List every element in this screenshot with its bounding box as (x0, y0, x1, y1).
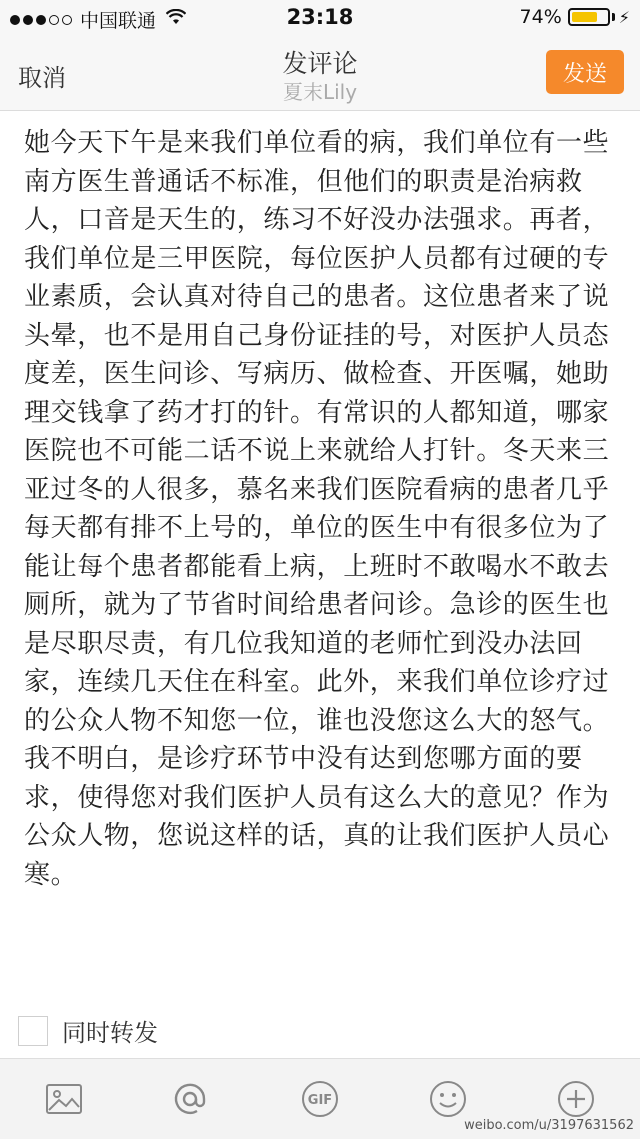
cancel-button[interactable]: 取消 (18, 64, 66, 92)
emoji-icon[interactable] (428, 1079, 468, 1119)
comment-text-area[interactable]: 她今天下午是来我们单位看的病，我们单位有一些南方医生普通话不标准，但他们的职责是治病救人，口音是天生的，练习不好没办法强求。再者，我们单位是三甲医院，每位医护人员都有过硬的专业素质，会认真对待自己的患者。这位患者来了说头晕，也不是用自己身份证挂的号，对医护人员态度差，医生问诊、写病历、做检查、开医嘱，她助理交钱拿了药才打的针。有常识的人都知道，哪家医院也不可能二话不说上来就给人打针。冬天来三亚过冬的人很多，慕名来我们医院看病的患者几乎每天都有排不上号的，单位的医生中有很多位为了能让每个患者都能看上病，上班时不敢喝水不敢去厕所，就为了节省时间给患者问诊。急诊的医生也是尽职尽责，有几位我知道的老师忙到没办法回家，连续几天住在科室。此外，来我们单位诊疗过的公众人物不知您一位，谁也没您这么大的怒气。我不明白，是诊疗环节中没有达到您哪方面的要求，使得您对我们医护人员有这么大的意见？作为公众人物，您说这样的话，真的让我们医护人员心寒。 (24, 128, 610, 890)
page-subtitle: 夏末Lily (282, 80, 358, 104)
send-button[interactable]: 发送 (546, 50, 624, 94)
carrier-name: 中国联通 (80, 10, 157, 32)
nav-bar (0, 36, 640, 111)
image-icon[interactable] (44, 1079, 84, 1119)
battery-percent: 74% (519, 6, 562, 28)
page-title: 发评论 (282, 49, 358, 78)
repost-label: 同时转发 (62, 1019, 158, 1047)
repost-toggle[interactable] (18, 1013, 158, 1048)
status-bar (0, 0, 640, 36)
watermark: weibo.com/u/3197631562 (464, 1118, 634, 1133)
at-icon[interactable] (170, 1079, 210, 1119)
gif-icon[interactable] (300, 1079, 340, 1119)
gif-label: GIF (307, 1093, 333, 1108)
battery-icon (568, 8, 610, 26)
charging-icon: ⚡ (618, 7, 630, 27)
clock: 23:18 (286, 5, 354, 29)
repost-checkbox[interactable] (18, 1016, 48, 1046)
battery-cap (612, 13, 615, 21)
plus-icon[interactable] (556, 1079, 596, 1119)
status-right (520, 6, 630, 28)
